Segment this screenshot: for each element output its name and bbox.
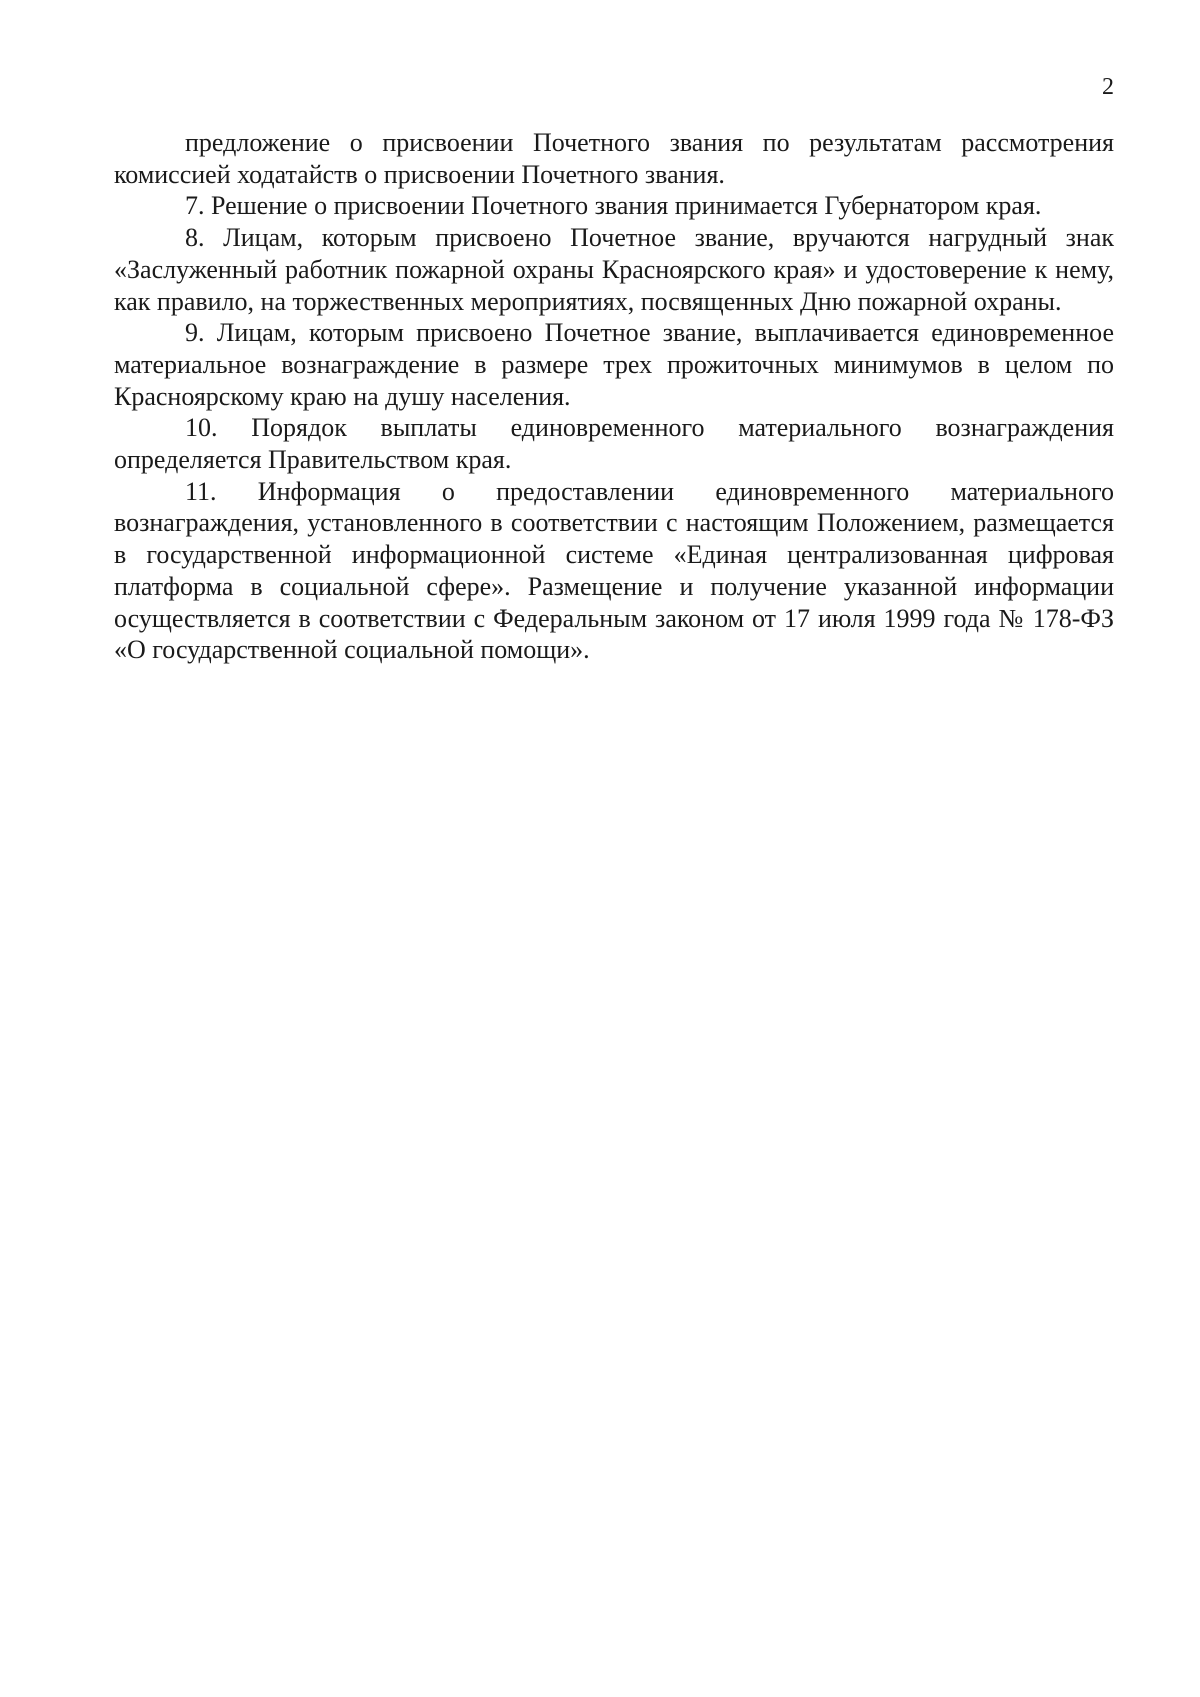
document-body	[114, 127, 1114, 666]
paragraph-8: 8. Лицам, которым присвоено Почетное звание, вручаются нагрудный знак «Заслуженный работник пожарной охраны Красноярского края» и удостоверение к нему, как правило, на торжественных мероприятиях, посвященных Дню пожарной охраны.	[114, 223, 1114, 316]
page-number: 2	[1102, 74, 1114, 100]
paragraph-10: 10. Порядок выплаты единовременного материального вознаграждения определяется Правительством края.	[114, 413, 1114, 475]
paragraph-9: 9. Лицам, которым присвоено Почетное звание, выплачивается единовременное материальное вознаграждение в размере трех прожиточных минимумов в целом по Красноярскому краю на душу населения.	[114, 318, 1114, 411]
paragraph-11: 11. Информация о предоставлении единовременного материального вознаграждения, установленного в соответствии с настоящим Положением, размещается в государственной информационной системе «Единая централизованная цифровая платформа в социальной сфере». Размещение и получение указанной информации осуществляется в соответствии с Федеральным законом от 17 июля 1999 года № 178-ФЗ «О государственной социальной помощи».	[114, 476, 1114, 665]
paragraph-proposal-continuation: предложение о присвоении Почетного звания по результатам рассмотрения комиссией ходатайств о присвоении Почетного звания.	[114, 128, 1114, 189]
paragraph-7: 7. Решение о присвоении Почетного звания принимается Губернатором края.	[185, 191, 1042, 221]
